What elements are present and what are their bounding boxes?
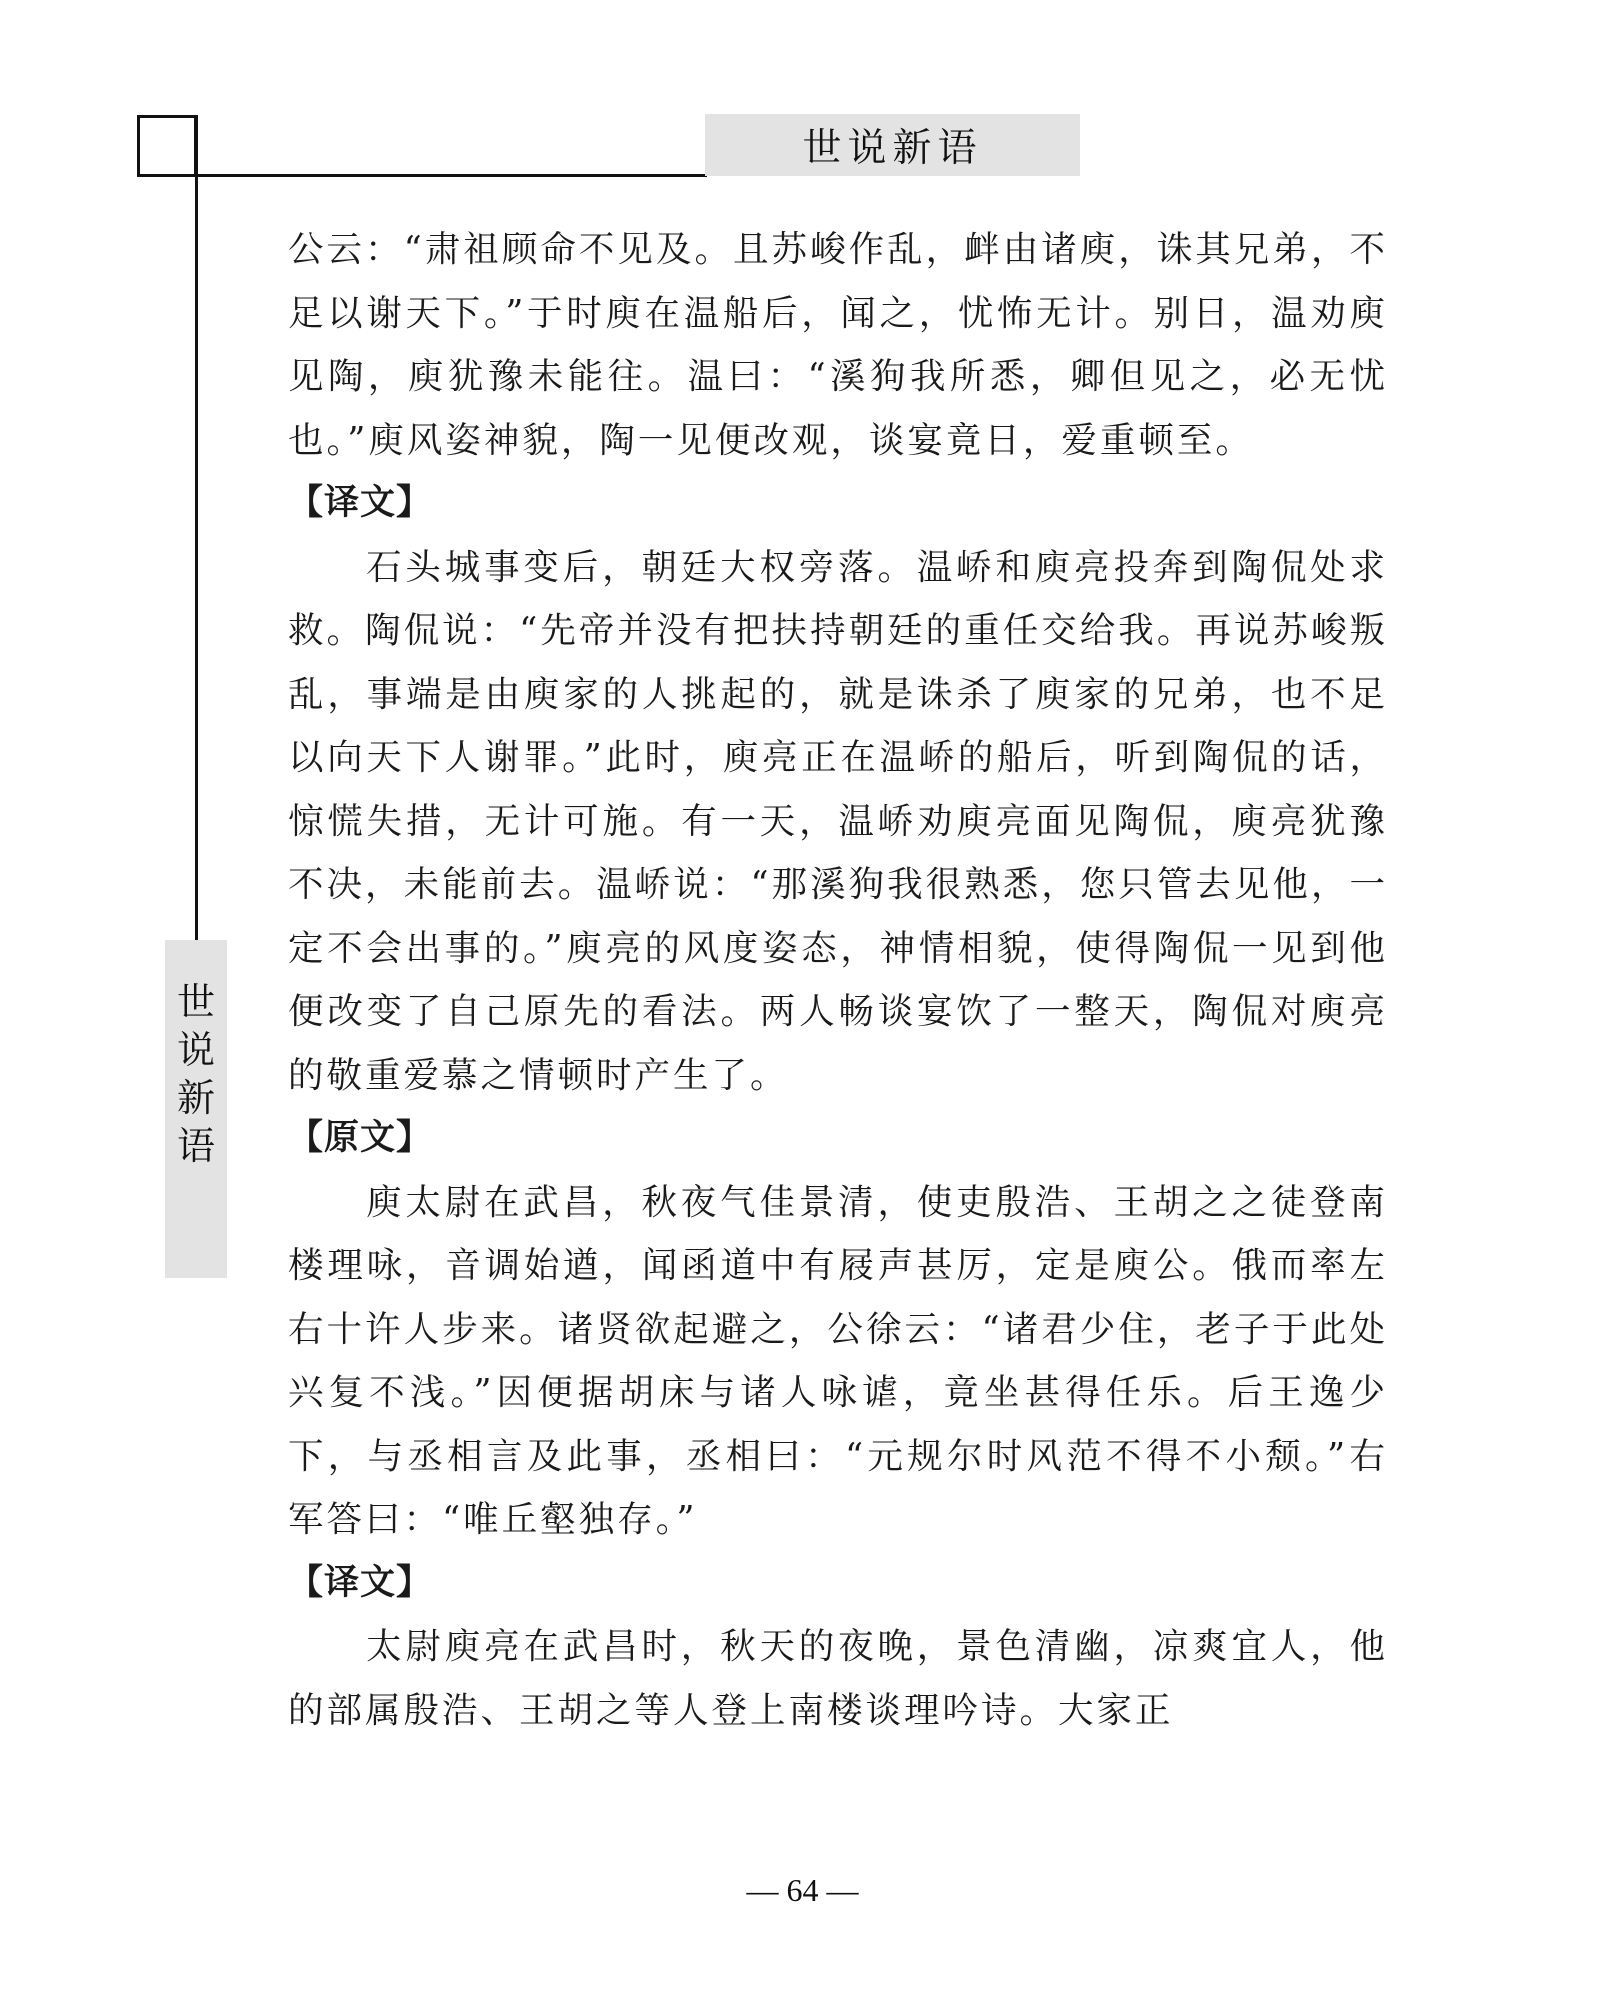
- paragraph-translation: 石头城事变后，朝廷大权旁落。温峤和庾亮投奔到陶侃处求救。陶侃说：“先帝并没有把扶持朝廷的重任交给我。再说苏峻叛乱，事端是由庾家的人挑起的，就是诛杀了庾家的兄弟，也不足以向天下人谢罪。”此时，庾亮正在温峤的船后，听到陶侃的话，惊慌失措，无计可施。有一天，温峤劝庾亮面见陶侃，庾亮犹豫不决，未能前去。温峤说：“那溪狗我很熟悉，您只管去见他，一定不会出事的。”庾亮的风度姿态，神情相貌，使得陶侃一见到他便改变了自己原先的看法。两人畅谈宴饮了一整天，陶侃对庾亮的敬重爱慕之情顿时产生了。: [288, 546, 1388, 1096]
- paragraph-original: 庾太尉在武昌，秋夜气佳景清，使吏殷浩、王胡之之徒登南楼理咏，音调始遒，闻函道中有屐声甚厉，定是庾公。俄而率左右十许人步来。诸贤欲起避之，公徐云：“诸君少住，老子于此处兴复不浅。”因便据胡床与诸人咏谑，竟坐甚得任乐。后王逸少下，与丞相言及此事，丞相曰：“元规尔时风范不得不小颓。”右军答曰：“唯丘壑独存。”: [288, 1181, 1388, 1540]
- margin-rule: [195, 115, 198, 940]
- paragraph-original-continued: 公云：“肃祖顾命不见及。且苏峻作乱，衅由诸庾，诛其兄弟，不足以谢天下。”于时庾在温船后，闻之，忧怖无计。别日，温劝庾见陶，庾犹豫未能往。温曰：“溪狗我所悉，卿但见之，必无忧也。”庾风姿神貌，陶一见便改观，谈宴竟日，爱重顿至。: [288, 229, 1388, 461]
- side-tab-char: 语: [176, 1124, 215, 1168]
- side-tab-char: 新: [176, 1076, 215, 1120]
- corner-frame: [137, 115, 197, 177]
- page-number: — 64 —: [746, 1872, 859, 1908]
- side-tab-char: 说: [176, 1028, 215, 1072]
- header-rule: [137, 174, 707, 177]
- section-heading-translation: 【译文】: [288, 1562, 433, 1603]
- section-heading-translation: 【译文】: [288, 483, 433, 523]
- side-tab-char: 世: [176, 980, 215, 1024]
- paragraph-translation: 太尉庾亮在武昌时，秋天的夜晚，景色清幽，凉爽宜人，他的部属殷浩、王胡之等人登上南楼谈理吟诗。大家正: [288, 1626, 1388, 1731]
- running-header-title: 世说新语: [705, 114, 1080, 176]
- page-body: [288, 218, 1388, 1742]
- section-heading-original: 【原文】: [288, 1118, 433, 1158]
- side-tab: [165, 940, 227, 1278]
